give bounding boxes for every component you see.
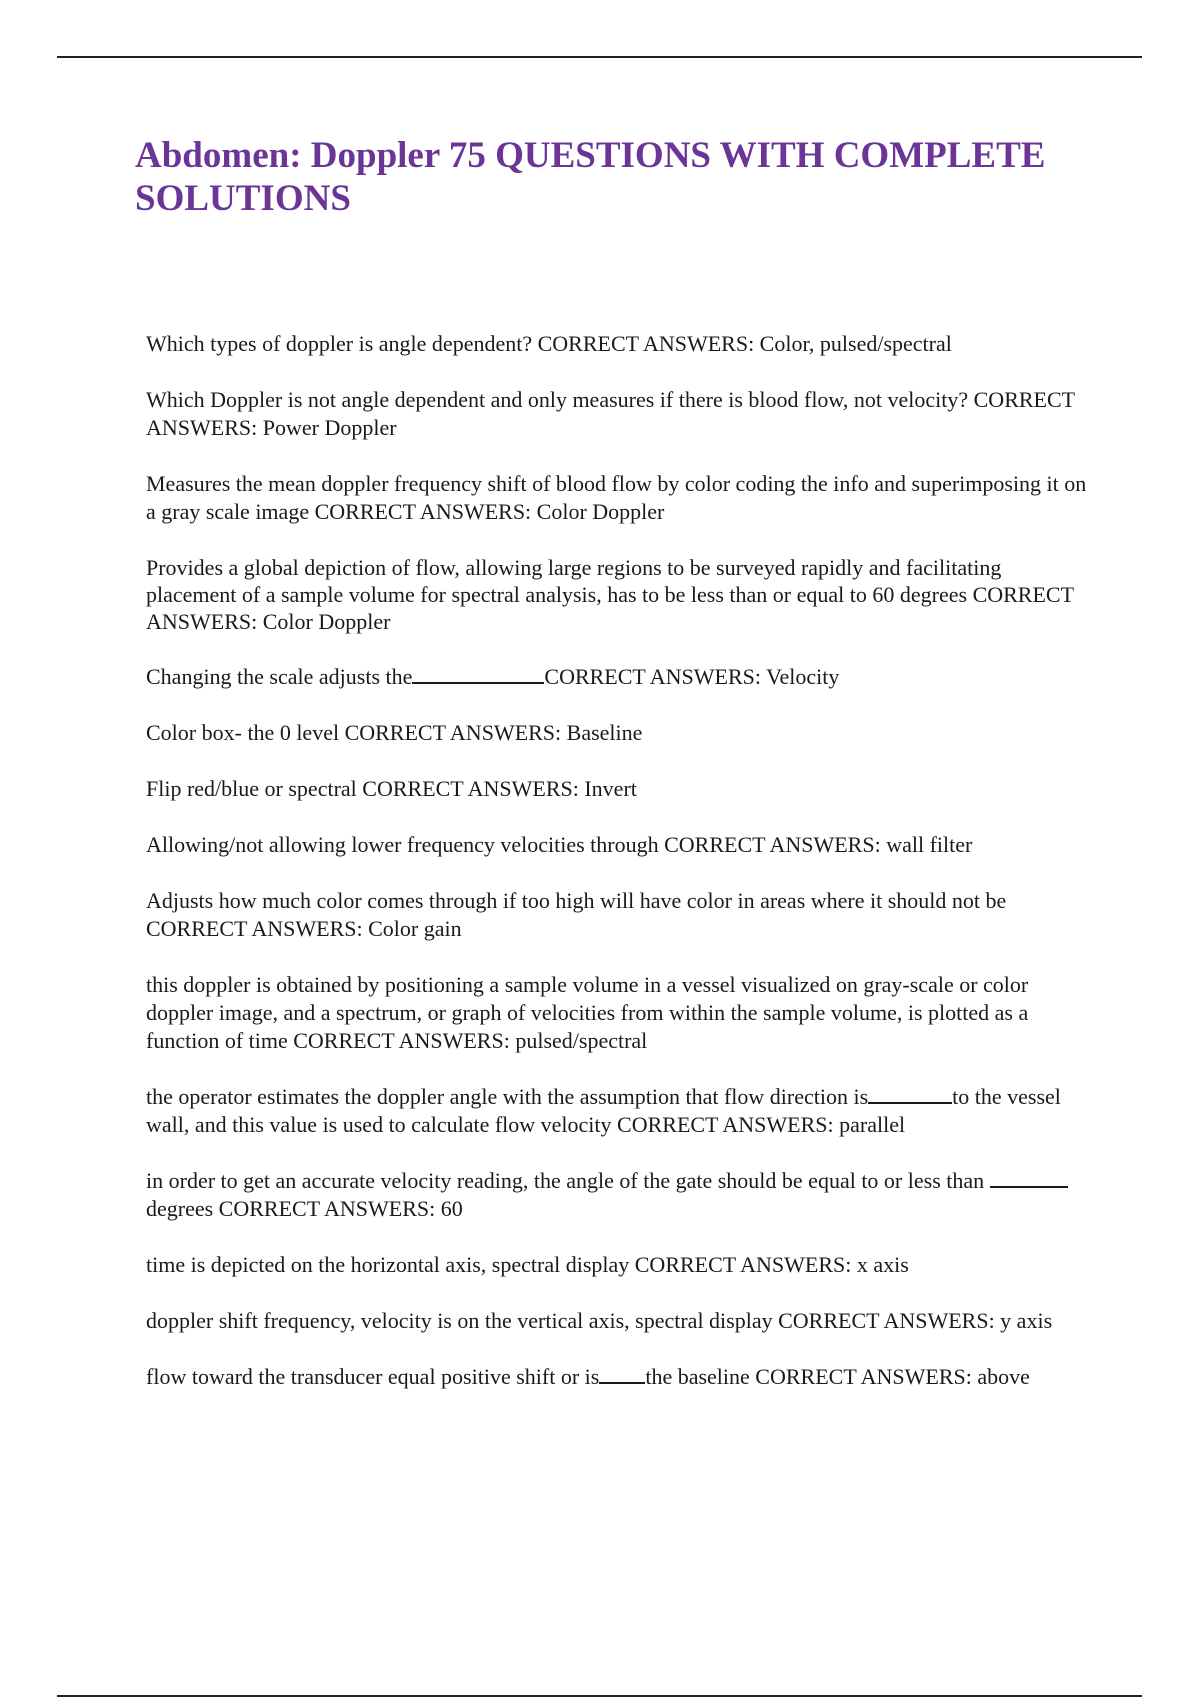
qa-item-11-question: the operator estimates the doppler angle with the assumption that flow direction is [146, 1084, 869, 1109]
document-title: Abdomen: Doppler 75 QUESTIONS WITH COMPLETE SOLUTIONS [135, 135, 1046, 219]
fill-in-blank [990, 1168, 1068, 1188]
qa-item-9: Adjusts how much color comes through if too high will have color in areas where it should not be CORRECT ANSWERS: Color gain [146, 888, 1007, 941]
qa-item-5-question: Changing the scale adjusts the [146, 664, 413, 689]
bottom-rule [57, 1695, 1142, 1697]
qa-item-11 [146, 1083, 1096, 1139]
qa-item-3: Measures the mean doppler frequency shift of blood flow by color coding the info and superimposing it on a gray scale image CORRECT ANSWERS: Color Doppler [146, 471, 1087, 524]
qa-item-15-answer: the baseline CORRECT ANSWERS: above [645, 1364, 1030, 1389]
qa-item-4: Provides a global depiction of flow, allowing large regions to be surveyed rapidly and facilitating placement of a sample volume for spectral analysis, has to be less than or equal to 60 degrees CORRECT ANSWERS: Color Doppler [146, 555, 1074, 634]
qa-item-12-answer: degrees CORRECT ANSWERS: 60 [146, 1196, 463, 1221]
qa-item-5-answer: CORRECT ANSWERS: Velocity [544, 664, 840, 689]
fill-in-blank [599, 1364, 645, 1384]
top-rule [57, 56, 1142, 58]
qa-item-8: Allowing/not allowing lower frequency velocities through CORRECT ANSWERS: wall filter [146, 832, 973, 857]
qa-item-13: time is depicted on the horizontal axis, spectral display CORRECT ANSWERS: x axis [146, 1252, 909, 1277]
qa-item-12 [146, 1167, 1096, 1223]
qa-item-1: Which types of doppler is angle dependent? CORRECT ANSWERS: Color, pulsed/spectral [146, 331, 952, 356]
qa-item-15-question: flow toward the transducer equal positive shift or is [146, 1364, 600, 1389]
qa-item-12-question: in order to get an accurate velocity reading, the angle of the gate should be equal to or less than [146, 1168, 985, 1193]
qa-item-5 [146, 663, 1096, 691]
fill-in-blank [412, 664, 544, 684]
qa-item-6: Color box- the 0 level CORRECT ANSWERS: Baseline [146, 720, 643, 745]
qa-item-7: Flip red/blue or spectral CORRECT ANSWERS: Invert [146, 776, 637, 801]
fill-in-blank [868, 1084, 952, 1104]
qa-item-11-answer: to the vessel wall, and this value is used to calculate flow velocity CORRECT ANSWERS: parallel [146, 1084, 1061, 1137]
qa-item-10: this doppler is obtained by positioning a sample volume in a vessel visualized on gray-scale or color doppler image, and a spectrum, or graph of velocities from within the sample volume, is plotted as a function of time CORRECT ANSWERS: pulsed/spectral [146, 972, 1029, 1053]
qa-item-2: Which Doppler is not angle dependent and only measures if there is blood flow, not velocity? CORRECT ANSWERS: Power Doppler [146, 387, 1075, 440]
qa-item-15 [146, 1363, 1096, 1391]
qa-list [146, 330, 1096, 1419]
qa-item-14: doppler shift frequency, velocity is on the vertical axis, spectral display CORRECT ANSWERS: y axis [146, 1308, 1053, 1333]
